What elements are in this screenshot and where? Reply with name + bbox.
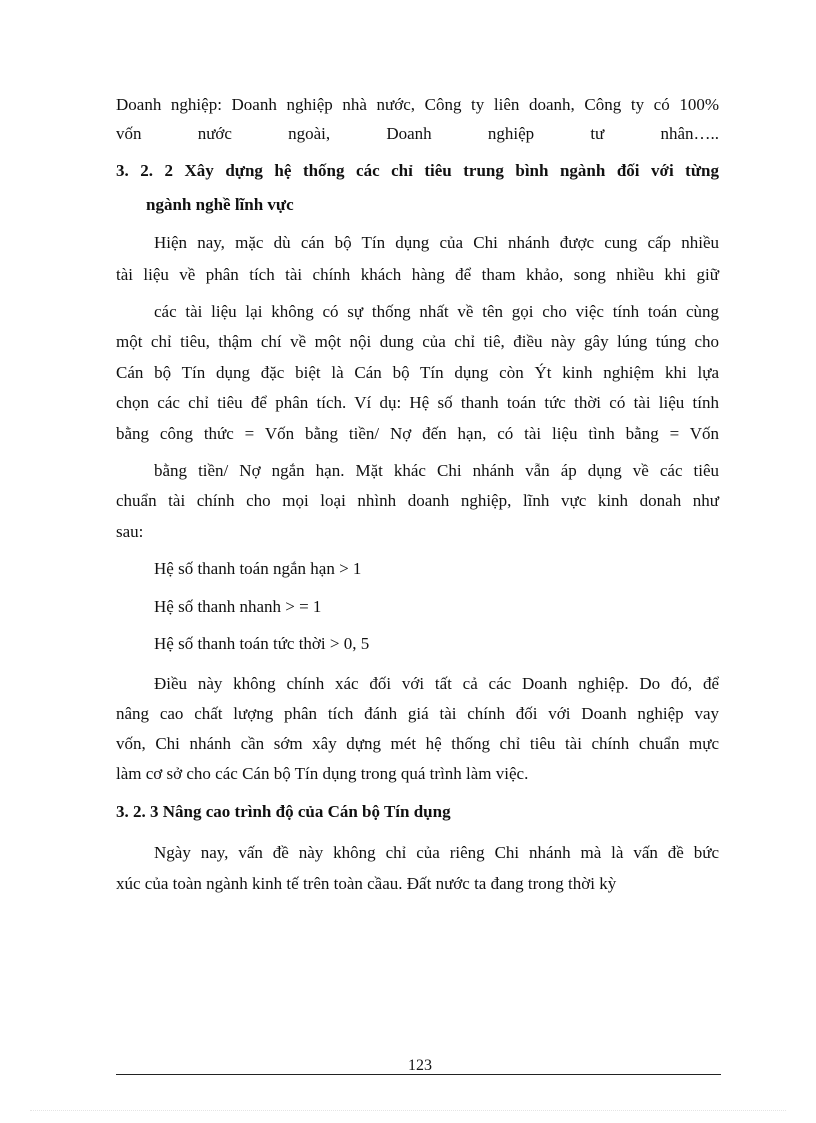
para-hien-nay-line-1: Hiện nay, mặc dù cán bộ Tín dụng của Chi nhánh được cung cấp nhiều [154, 233, 719, 252]
para-dieu-nay-line-1: Điều này không chính xác đối với tất cả các Doanh nghiệp. Do đó, để [154, 674, 719, 693]
ratio-item: Hệ số thanh nhanh > = 1 [154, 597, 322, 616]
para-hien-nay-line-3: các tài liệu lại không có sự thống nhất về tên gọi cho việc tính toán cùng [154, 302, 719, 321]
para-hien-nay-line-10: sau: [116, 522, 144, 541]
heading-3-2-2-continued: ngành nghề lĩnh vực [146, 195, 294, 214]
heading-3-2-2: 3. 2. 2 Xây dựng hệ thống các chỉ tiêu trung bình ngành đối với từng [116, 161, 719, 180]
heading-3-2-3: 3. 2. 3 Nâng cao trình độ của Cán bộ Tín dụng [116, 802, 451, 821]
intro-line-2: vốn nước ngoài, Doanh nghiệp tư nhân….. [116, 124, 719, 143]
para-ngay-nay-line-1: Ngày nay, vấn đề này không chỉ của riêng Chi nhánh mà là vấn đề bức [154, 843, 719, 862]
footer-rule [116, 1074, 721, 1075]
para-ngay-nay-line-2: xúc của toàn ngành kinh tế trên toàn cầau. Đất nước ta đang trong thời kỳ [116, 874, 617, 893]
page-number: 123 [408, 1057, 432, 1074]
para-hien-nay-line-6: chọn các chỉ tiêu để phân tích. Ví dụ: Hệ số thanh toán tức thời có tài liệu tính [116, 393, 719, 412]
para-dieu-nay-line-2: nâng cao chất lượng phân tích đánh giá tài chính đối với Doanh nghiệp vay [116, 704, 719, 723]
intro-line-1: Doanh nghiệp: Doanh nghiệp nhà nước, Công ty liên doanh, Công ty có 100% [116, 95, 719, 114]
ratio-item: Hệ số thanh toán tức thời > 0, 5 [154, 634, 370, 653]
ratio-item: Hệ số thanh toán ngắn hạn > 1 [154, 559, 362, 578]
para-dieu-nay-line-3: vốn, Chi nhánh cần sớm xây dựng mét hệ thống chỉ tiêu tài chính chuẩn mực [116, 734, 719, 753]
para-hien-nay-line-2: tài liệu về phân tích tài chính khách hàng để tham khảo, song nhiều khi giữ [116, 265, 719, 284]
para-hien-nay-line-8: bằng tiền/ Nợ ngắn hạn. Mặt khác Chi nhánh vẫn áp dụng về các tiêu [154, 461, 719, 480]
para-hien-nay-line-7: bằng công thức = Vốn bằng tiền/ Nợ đến hạn, có tài liệu tình bằng = Vốn [116, 424, 719, 443]
para-hien-nay-line-4: một chỉ tiêu, thậm chí về một nội dung của chỉ tiê, điều này gây lúng túng cho [116, 332, 719, 351]
para-hien-nay-line-9: chuẩn tài chính cho mọi loại nhình doanh nghiệp, lĩnh vực kinh donah như [116, 491, 719, 510]
page-bottom-border [30, 1110, 786, 1111]
para-hien-nay-line-5: Cán bộ Tín dụng đặc biệt là Cán bộ Tín dụng còn Ýt kinh nghiệm khi lựa [116, 363, 719, 382]
para-dieu-nay-line-4: làm cơ sở cho các Cán bộ Tín dụng trong quá trình làm việc. [116, 764, 529, 783]
